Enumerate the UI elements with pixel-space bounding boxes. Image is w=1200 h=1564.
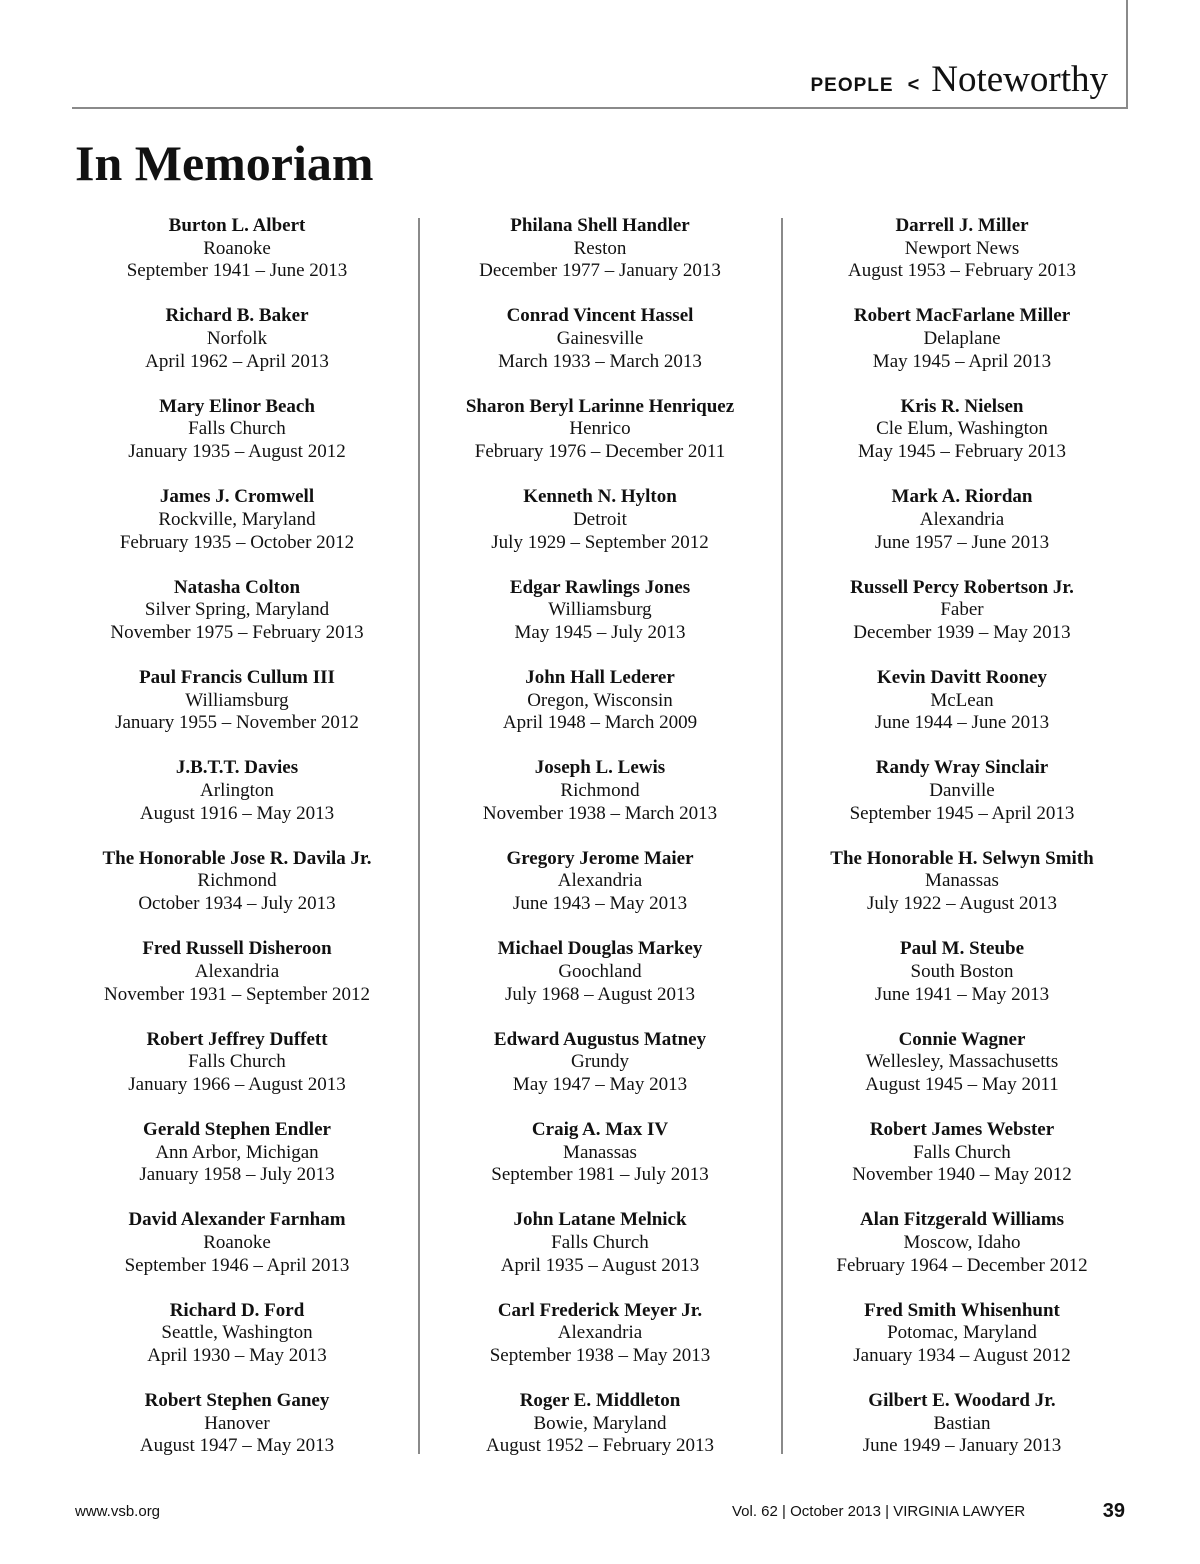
memorial-entry <box>425 396 775 486</box>
person-place: Henrico <box>569 418 631 440</box>
person-place: Hanover <box>204 1412 270 1434</box>
life-dates: November 1931 – September 2012 <box>104 983 370 1005</box>
person-place: Roanoke <box>203 237 271 259</box>
person-place: Detroit <box>573 508 627 530</box>
person-place: Williamsburg <box>548 599 652 621</box>
life-dates: August 1953 – February 2013 <box>848 260 1076 282</box>
person-name: Roger E. Middleton <box>519 1390 681 1412</box>
person-name: The Honorable Jose R. Davila Jr. <box>102 847 372 869</box>
person-place: Wellesley, Massachusetts <box>865 1051 1059 1073</box>
life-dates: April 1948 – March 2009 <box>502 712 698 734</box>
life-dates: May 1945 – July 2013 <box>514 621 686 643</box>
memorial-entry <box>425 1300 775 1390</box>
memorial-entry <box>425 486 775 576</box>
person-name: Edward Augustus Matney <box>493 1028 707 1050</box>
person-place: Manassas <box>925 870 999 892</box>
memorial-entry <box>787 667 1137 757</box>
life-dates: January 1934 – August 2012 <box>853 1345 1071 1367</box>
person-place: Silver Spring, Maryland <box>144 599 330 621</box>
memorial-entry <box>425 1209 775 1299</box>
person-name: Joseph L. Lewis <box>534 757 666 779</box>
obituary-column-3 <box>787 215 1137 1480</box>
person-name: John Latane Melnick <box>513 1209 687 1231</box>
life-dates: May 1945 – April 2013 <box>872 350 1052 372</box>
person-name: John Hall Lederer <box>525 666 675 688</box>
life-dates: April 1930 – May 2013 <box>147 1345 327 1367</box>
person-name: Kris R. Nielsen <box>900 395 1024 417</box>
footer-url: www.vsb.org <box>75 1503 161 1520</box>
person-place: Moscow, Idaho <box>903 1232 1021 1253</box>
memorial-entry <box>787 396 1137 486</box>
memorial-entry <box>62 848 412 938</box>
life-dates: November 1938 – March 2013 <box>482 802 718 824</box>
section-label: PEOPLE <box>810 75 894 96</box>
memorial-entry <box>787 757 1137 847</box>
person-name: Richard B. Baker <box>165 305 309 327</box>
life-dates: September 1945 – April 2013 <box>849 802 1075 824</box>
person-place: Richmond <box>197 870 277 892</box>
life-dates: June 1941 – May 2013 <box>874 983 1050 1005</box>
memorial-entry <box>425 1119 775 1209</box>
person-name: Gerald Stephen Endler <box>143 1118 331 1140</box>
memorial-entry <box>425 305 775 395</box>
memorial-entry <box>787 1119 1137 1209</box>
column-divider <box>418 218 420 1454</box>
life-dates: December 1939 – May 2013 <box>853 621 1071 643</box>
life-dates: February 1976 – December 2011 <box>474 441 726 463</box>
life-dates: July 1929 – September 2012 <box>491 531 709 553</box>
life-dates: October 1934 – July 2013 <box>138 893 336 915</box>
memorial-entry <box>62 1119 412 1209</box>
person-place: Rockville, Maryland <box>158 508 316 530</box>
person-name: Alan Fitzgerald Williams <box>859 1209 1065 1231</box>
person-place: Bowie, Maryland <box>533 1412 667 1434</box>
life-dates: September 1941 – June 2013 <box>126 260 348 282</box>
memorial-entry <box>425 1029 775 1119</box>
column-divider <box>781 218 783 1454</box>
person-name: Conrad Vincent Hassel <box>506 305 694 327</box>
person-place: Alexandria <box>557 870 643 892</box>
person-place: Danville <box>929 780 995 802</box>
person-place: Falls Church <box>188 418 286 440</box>
person-place: Manassas <box>563 1141 637 1163</box>
page-number: 39 <box>1102 1500 1125 1522</box>
person-place: McLean <box>930 689 994 711</box>
person-place: South Boston <box>910 960 1014 982</box>
person-place: Gainesville <box>556 328 644 350</box>
life-dates: March 1933 – March 2013 <box>498 350 702 372</box>
person-name: James J. Cromwell <box>159 486 315 508</box>
life-dates: August 1952 – February 2013 <box>486 1435 714 1457</box>
life-dates: June 1943 – May 2013 <box>512 893 688 915</box>
person-name: Edgar Rawlings Jones <box>509 576 691 598</box>
footer-issue: Vol. 62 | October 2013 | VIRGINIA LAWYER <box>732 1503 1026 1520</box>
person-name: Michael Douglas Markey <box>497 938 703 960</box>
person-name: Paul Francis Cullum III <box>139 666 335 688</box>
memorial-entry <box>787 577 1137 667</box>
obituary-column-1 <box>62 215 412 1480</box>
life-dates: August 1916 – May 2013 <box>139 802 335 824</box>
person-name: Mary Elinor Beach <box>159 395 315 417</box>
person-place: Grundy <box>570 1051 630 1073</box>
life-dates: April 1962 – April 2013 <box>145 350 329 372</box>
person-name: Sharon Beryl Larinne Henriquez <box>465 395 735 417</box>
person-name: Kenneth N. Hylton <box>523 486 677 508</box>
person-name: Robert Jeffrey Duffett <box>146 1028 328 1050</box>
person-name: Mark A. Riordan <box>891 486 1033 508</box>
person-place: Bastian <box>933 1412 991 1434</box>
life-dates: January 1935 – August 2012 <box>128 441 346 463</box>
person-name: Russell Percy Robertson Jr. <box>850 576 1074 598</box>
person-place: Arlington <box>200 780 274 802</box>
life-dates: September 1938 – May 2013 <box>489 1345 711 1367</box>
memorial-entry <box>787 938 1137 1028</box>
person-place: Alexandria <box>557 1322 643 1344</box>
person-place: Reston <box>573 237 627 259</box>
memorial-entry <box>62 667 412 757</box>
life-dates: July 1922 – August 2013 <box>866 893 1058 915</box>
person-name: Robert Stephen Ganey <box>144 1390 330 1412</box>
memorial-entry <box>787 848 1137 938</box>
life-dates: January 1966 – August 2013 <box>128 1073 346 1095</box>
life-dates: August 1945 – May 2011 <box>865 1073 1059 1095</box>
running-header <box>810 58 1108 101</box>
memorial-entry <box>62 577 412 667</box>
subsection-label: Noteworthy <box>931 59 1108 100</box>
life-dates: February 1964 – December 2012 <box>836 1254 1088 1276</box>
life-dates: May 1947 – May 2013 <box>512 1073 688 1095</box>
life-dates: April 1935 – August 2013 <box>500 1254 700 1276</box>
person-place: Falls Church <box>188 1051 286 1073</box>
memorial-entry <box>425 667 775 757</box>
person-place: Ann Arbor, Michigan <box>155 1141 319 1163</box>
page-title: In Memoriam <box>75 135 374 191</box>
person-place: Alexandria <box>194 960 280 982</box>
person-place: Faber <box>940 599 984 621</box>
memorial-entry <box>62 396 412 486</box>
person-name: Fred Russell Disheroon <box>142 938 332 960</box>
life-dates: June 1949 – January 2013 <box>862 1435 1062 1457</box>
life-dates: September 1946 – April 2013 <box>124 1254 350 1276</box>
person-place: Seattle, Washington <box>161 1322 313 1344</box>
person-place: Delaplane <box>923 328 1001 350</box>
life-dates: November 1975 – February 2013 <box>110 621 364 643</box>
header-rule <box>72 107 1128 109</box>
person-name: Fred Smith Whisenhunt <box>864 1299 1060 1321</box>
life-dates: November 1940 – May 2012 <box>852 1164 1072 1186</box>
person-name: Gilbert E. Woodard Jr. <box>868 1390 1056 1412</box>
person-name: Kevin Davitt Rooney <box>877 666 1047 688</box>
person-name: Robert MacFarlane Miller <box>853 305 1071 327</box>
person-place: Falls Church <box>551 1232 649 1253</box>
person-name: Carl Frederick Meyer Jr. <box>497 1299 703 1321</box>
person-place: Potomac, Maryland <box>887 1322 1037 1344</box>
person-name: Burton L. Albert <box>168 215 306 236</box>
memorial-entry <box>62 1209 412 1299</box>
life-dates: June 1957 – June 2013 <box>874 531 1050 553</box>
person-name: David Alexander Farnham <box>128 1209 346 1231</box>
life-dates: July 1968 – August 2013 <box>504 983 696 1005</box>
memorial-entry <box>787 1390 1137 1480</box>
memorial-entry <box>425 848 775 938</box>
memorial-entry <box>787 215 1137 305</box>
memorial-entry <box>425 215 775 305</box>
person-name: Darrell J. Miller <box>895 215 1029 236</box>
person-name: Robert James Webster <box>869 1118 1055 1140</box>
person-name: Randy Wray Sinclair <box>875 757 1049 779</box>
memorial-entry <box>62 938 412 1028</box>
life-dates: May 1945 – February 2013 <box>858 441 1066 463</box>
person-name: Craig A. Max IV <box>531 1118 669 1140</box>
life-dates: June 1944 – June 2013 <box>874 712 1050 734</box>
life-dates: August 1947 – May 2013 <box>139 1435 335 1457</box>
person-place: Williamsburg <box>185 689 289 711</box>
life-dates: January 1955 – November 2012 <box>115 712 359 734</box>
section-separator: < <box>907 74 920 96</box>
person-place: Goochland <box>558 960 642 982</box>
memorial-entry <box>787 1029 1137 1119</box>
life-dates: December 1977 – January 2013 <box>479 260 721 282</box>
memorial-entry <box>425 757 775 847</box>
memorial-entry <box>62 1029 412 1119</box>
person-name: The Honorable H. Selwyn Smith <box>830 847 1094 869</box>
person-name: Richard D. Ford <box>169 1299 305 1321</box>
memorial-entry <box>787 1300 1137 1390</box>
person-place: Norfolk <box>206 328 268 350</box>
header-right-rule <box>1126 0 1128 108</box>
person-name: Philana Shell Handler <box>510 215 690 236</box>
person-name: Connie Wagner <box>898 1028 1026 1050</box>
person-name: Paul M. Steube <box>899 938 1025 960</box>
memorial-entry <box>62 486 412 576</box>
life-dates: February 1935 – October 2012 <box>119 531 355 553</box>
person-place: Richmond <box>560 780 640 802</box>
person-name: Natasha Colton <box>173 576 301 598</box>
person-place: Cle Elum, Washington <box>876 418 1048 440</box>
memorial-entry <box>62 305 412 395</box>
person-place: Newport News <box>904 237 1020 259</box>
person-place: Falls Church <box>913 1141 1011 1163</box>
memorial-entry <box>787 305 1137 395</box>
memorial-entry <box>62 757 412 847</box>
person-name: Gregory Jerome Maier <box>506 847 694 869</box>
memorial-entry <box>425 938 775 1028</box>
person-place: Oregon, Wisconsin <box>527 689 673 711</box>
obituary-column-2 <box>425 215 775 1480</box>
person-name: J.B.T.T. Davies <box>175 757 299 779</box>
memorial-entry <box>62 1390 412 1480</box>
person-place: Alexandria <box>919 508 1005 530</box>
memorial-entry <box>787 486 1137 576</box>
memorial-entry <box>787 1209 1137 1299</box>
life-dates: September 1981 – July 2013 <box>491 1164 709 1186</box>
person-place: Roanoke <box>203 1232 271 1253</box>
life-dates: January 1958 – July 2013 <box>139 1164 335 1186</box>
memorial-entry <box>425 577 775 667</box>
memorial-entry <box>425 1390 775 1480</box>
memorial-entry <box>62 215 412 305</box>
memorial-entry <box>62 1300 412 1390</box>
